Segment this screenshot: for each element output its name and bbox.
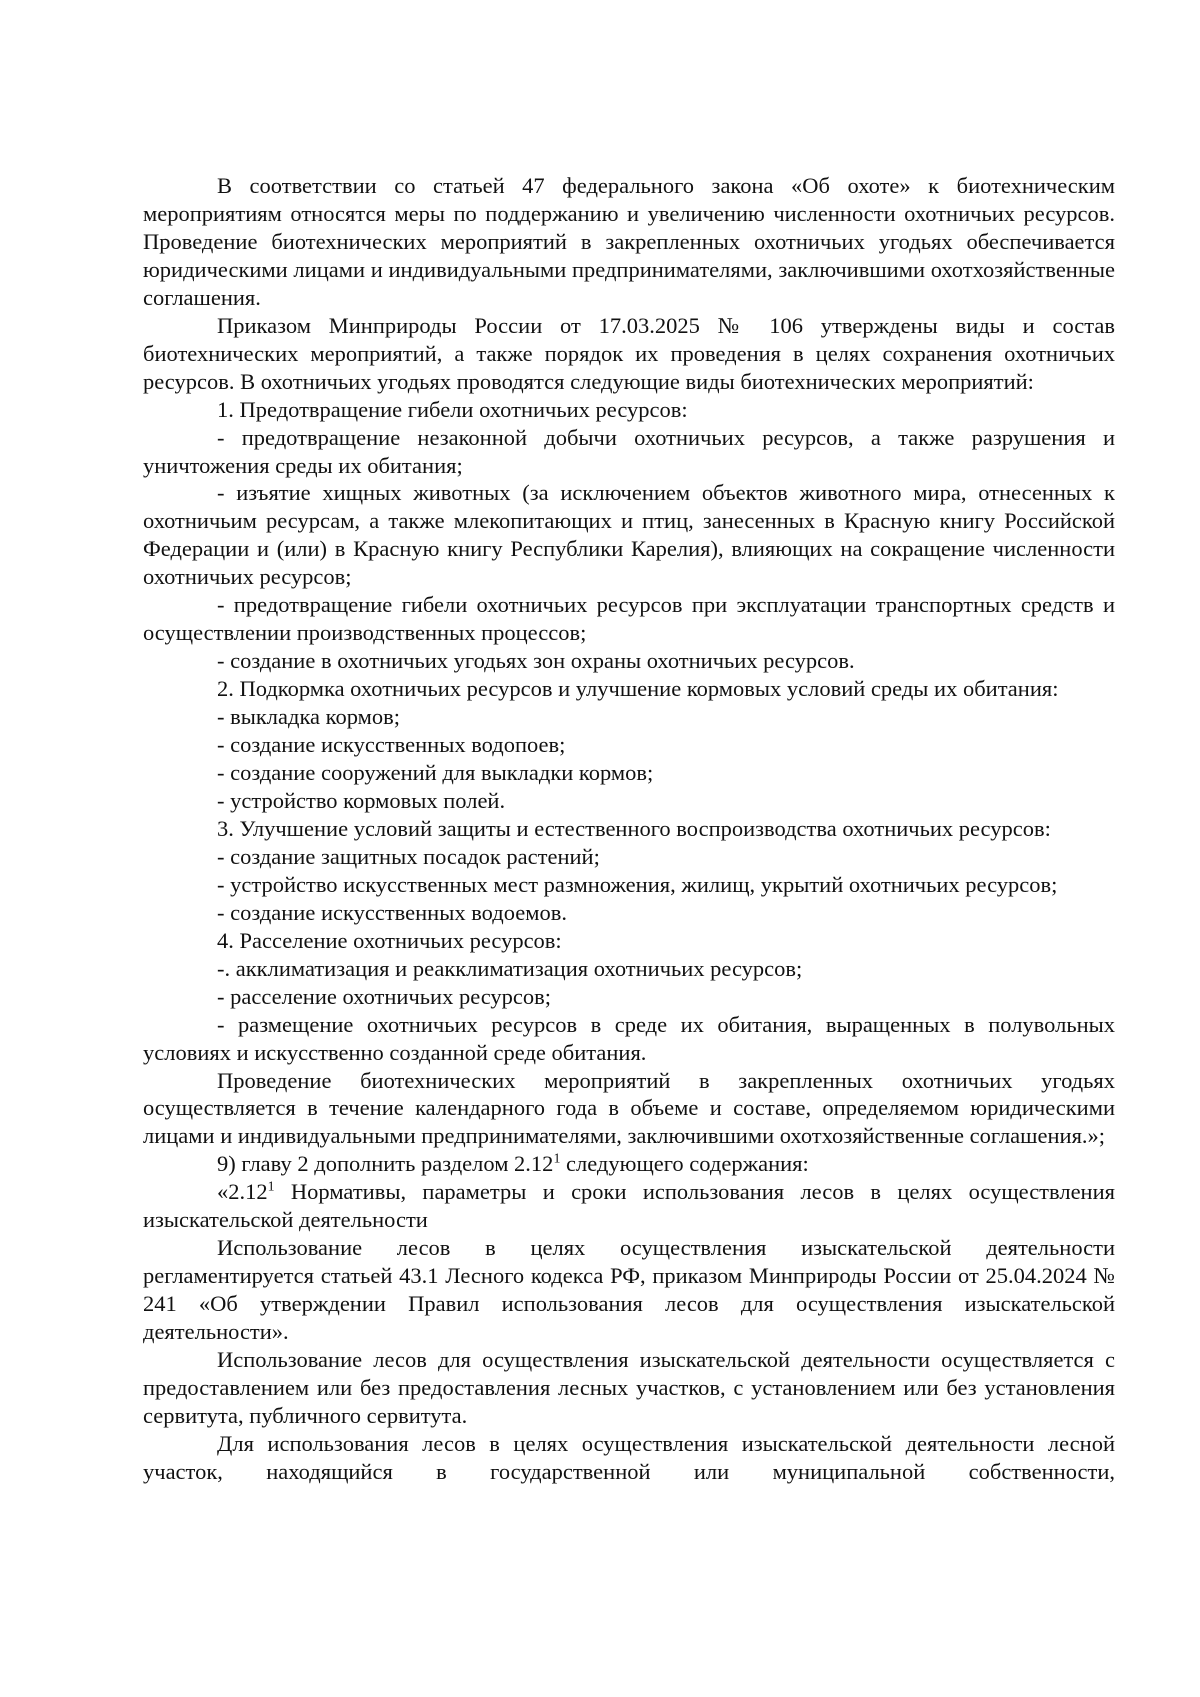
- amendment-item-9: [143, 1150, 1115, 1178]
- list-item: - создание искусственных водопоев;: [217, 732, 566, 758]
- list-item: - расселение охотничьих ресурсов;: [217, 983, 552, 1009]
- superscript: 1: [267, 1179, 275, 1195]
- paragraph-forest-use-modes: Использование лесов для осуществления изыскательской деятельности осуществляется с предоставлением или без предоставления лесных участков, с установлением или без установления сервитута, публичного сервитута.: [143, 1347, 1115, 1428]
- section-title: Нормативы, параметры и сроки использования лесов в целях осуществления изыскательской деятельности: [143, 1179, 1115, 1233]
- list-item: - размещение охотничьих ресурсов в среде их обитания, выращенных в полувольных условиях и искусственно созданной среде обитания.: [143, 1011, 1115, 1065]
- list-item: - выкладка кормов;: [217, 704, 400, 730]
- list-item: - предотвращение незаконной добычи охотничьих ресурсов, а также разрушения и уничтожения среды их обитания;: [143, 424, 1115, 478]
- paragraph-order-106: Приказом Минприроды России от 17.03.2025 № 106 утверждены виды и состав биотехнических мероприятий, а также порядок их проведения в целях сохранения охотничьих ресурсов. В охотничьих угодьях проводятся следующие виды биотехнических мероприятий:: [143, 312, 1115, 394]
- list-item: - изъятие хищных животных (за исключением объектов животного мира, отнесенных к охотничьим ресурсам, а также млекопитающих и птиц, занесенных в Красную книгу Российской Федерации и (или) в Красную книгу Республики Карелия), влияющих на сокращение численности охотничьих ресурсов;: [143, 480, 1115, 590]
- section-number: «2.12: [217, 1179, 268, 1205]
- list-item: - устройство искусственных мест размножения, жилищ, укрытий охотничьих ресурсов;: [217, 871, 1058, 897]
- list-heading-4: 4. Расселение охотничьих ресурсов:: [217, 927, 562, 953]
- amendment-text: 9) главу 2 дополнить разделом 2.12: [217, 1151, 554, 1177]
- section-heading-2-12-1: [143, 1178, 1115, 1234]
- amendment-text-end: следующего содержания:: [560, 1151, 809, 1177]
- list-item: - создание искусственных водоемов.: [217, 899, 567, 925]
- superscript: 1: [553, 1151, 561, 1167]
- list-item: - создание в охотничьих угодьях зон охраны охотничьих ресурсов.: [217, 648, 855, 674]
- list-item: - устройство кормовых полей.: [217, 787, 506, 813]
- list-item: -. акклиматизация и реакклиматизация охотничьих ресурсов;: [217, 955, 803, 981]
- paragraph-biotech-intro: В соответствии со статьей 47 федерального закона «Об охоте» к биотехническим мероприятиям относятся меры по поддержанию и увеличению численности охотничьих ресурсов. Проведение биотехнических мероприятий в закрепленных охотничьих угодьях обеспечивается юридическими лицами и индивидуальными предпринимателями, заключившими охотхозяйственные соглашения.: [143, 173, 1115, 310]
- document-body: [143, 172, 1115, 1486]
- list-item: - создание сооружений для выкладки кормов;: [217, 760, 654, 786]
- list-heading-2: 2. Подкормка охотничьих ресурсов и улучшение кормовых условий среды их обитания:: [217, 676, 1059, 702]
- paragraph-forest-plot: Для использования лесов в целях осуществления изыскательской деятельности лесной участок, находящийся в государственной или муниципальной собственности,: [143, 1430, 1115, 1484]
- list-heading-1: 1. Предотвращение гибели охотничьих ресурсов:: [217, 396, 688, 422]
- list-heading-3: 3. Улучшение условий защиты и естественного воспроизводства охотничьих ресурсов:: [217, 815, 1051, 841]
- paragraph-biotech-conduct: Проведение биотехнических мероприятий в закрепленных охотничьих угодьях осуществляется в течение календарного года в объеме и составе, определяемом юридическими лицами и индивидуальными предпринимателями, заключившими охотхозяйственные соглашения.»;: [143, 1067, 1115, 1149]
- list-item: - предотвращение гибели охотничьих ресурсов при эксплуатации транспортных средств и осуществлении производственных процессов;: [143, 592, 1115, 646]
- list-item: - создание защитных посадок растений;: [217, 843, 600, 869]
- paragraph-forest-use-regulation: Использование лесов в целях осуществления изыскательской деятельности регламентируется статьей 43.1 Лесного кодекса РФ, приказом Минприроды России от 25.04.2024 № 241 «Об утверждении Правил использования лесов для осуществления изыскательской деятельности».: [143, 1235, 1115, 1345]
